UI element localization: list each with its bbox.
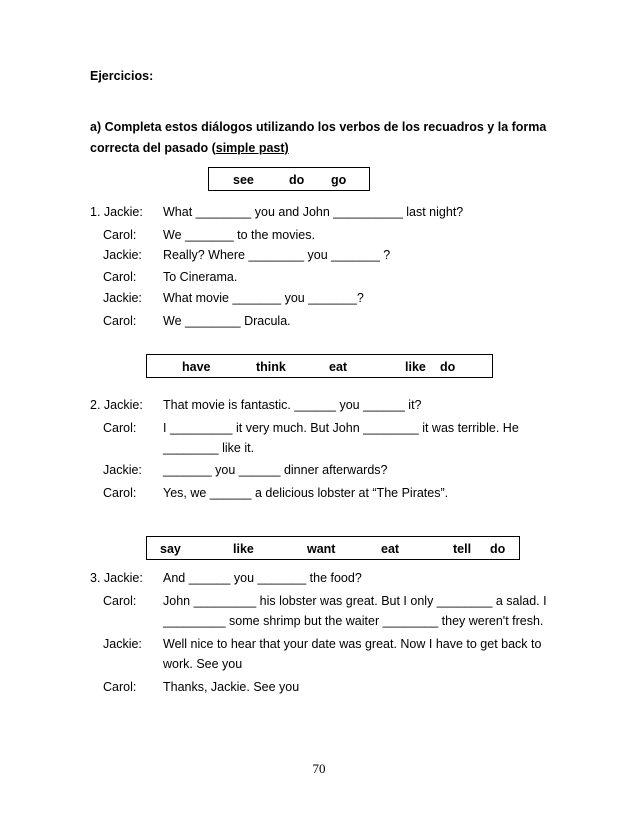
speaker: Carol: bbox=[103, 486, 137, 500]
word-box-1 bbox=[208, 167, 370, 191]
speaker: 3. Jackie: bbox=[90, 571, 143, 585]
dialogue-text: John _________ his lobster was great. But I only ________ a salad. I bbox=[163, 594, 547, 608]
word-box-item: like bbox=[233, 542, 254, 556]
speaker: Carol: bbox=[103, 680, 137, 694]
instruction-line-1: a) Completa estos diálogos utilizando los verbos de los recuadros y la forma bbox=[90, 120, 547, 134]
dialogue-text: What movie _______ you _______? bbox=[163, 291, 364, 305]
dialogue-text: _______ you ______ dinner afterwards? bbox=[163, 463, 388, 477]
speaker: Carol: bbox=[103, 270, 137, 284]
speaker: Jackie: bbox=[103, 637, 142, 651]
dialogue-text: Yes, we ______ a delicious lobster at “The Pirates”. bbox=[163, 486, 449, 500]
dialogue-text: We ________ Dracula. bbox=[163, 314, 291, 328]
dialogue-text: I _________ it very much. But John ________ it was terrible. He bbox=[163, 421, 519, 435]
speaker: 2. Jackie: bbox=[90, 398, 143, 412]
dialogue-text: And ______ you _______ the food? bbox=[163, 571, 362, 585]
word-box-item: like bbox=[405, 360, 426, 374]
speaker: Carol: bbox=[103, 421, 137, 435]
speaker: Carol: bbox=[103, 314, 137, 328]
speaker: Jackie: bbox=[103, 291, 142, 305]
dialogue-text: Well nice to hear that your date was great. Now I have to get back to bbox=[163, 637, 542, 651]
dialogue-text: _________ some shrimp but the waiter ________ they weren't fresh. bbox=[163, 614, 544, 628]
word-box-item: do bbox=[490, 542, 506, 556]
word-box-item: think bbox=[256, 360, 286, 374]
word-box-3 bbox=[146, 536, 520, 560]
dialogue-text: Thanks, Jackie. See you bbox=[163, 680, 300, 694]
word-box-item: have bbox=[182, 360, 211, 374]
dialogue-text: work. See you bbox=[163, 657, 243, 671]
word-box-item: eat bbox=[329, 360, 348, 374]
instruction-prefix: correcta del pasado ( bbox=[90, 141, 216, 155]
speaker: 1. Jackie: bbox=[90, 205, 143, 219]
page-number: 70 bbox=[312, 761, 326, 776]
dialogue-text: That movie is fantastic. ______ you ______ it? bbox=[163, 398, 422, 412]
word-box-2 bbox=[146, 354, 493, 378]
heading: Ejercicios: bbox=[90, 69, 154, 83]
word-box-item: eat bbox=[381, 542, 400, 556]
dialogue-text: Really? Where ________ you _______ ? bbox=[163, 248, 391, 262]
dialogue-text: To Cinerama. bbox=[163, 270, 238, 284]
word-box-item: say bbox=[160, 542, 181, 556]
word-box-item: do bbox=[289, 173, 305, 187]
speaker: Jackie: bbox=[103, 463, 142, 477]
word-box-item: tell bbox=[453, 542, 472, 556]
speaker: Carol: bbox=[103, 228, 137, 242]
word-box-item: see bbox=[233, 173, 254, 187]
dialogue-text: We _______ to the movies. bbox=[163, 228, 315, 242]
word-box-item: want bbox=[307, 542, 336, 556]
dialogue-text: ________ like it. bbox=[163, 441, 255, 455]
instruction-line-2 bbox=[90, 141, 289, 155]
speaker: Jackie: bbox=[103, 248, 142, 262]
instruction-underlined: simple past) bbox=[215, 141, 289, 155]
speaker: Carol: bbox=[103, 594, 137, 608]
word-box-item: go bbox=[331, 173, 347, 187]
word-box-item: do bbox=[440, 360, 456, 374]
dialogue-text: What ________ you and John __________ last night? bbox=[163, 205, 464, 219]
